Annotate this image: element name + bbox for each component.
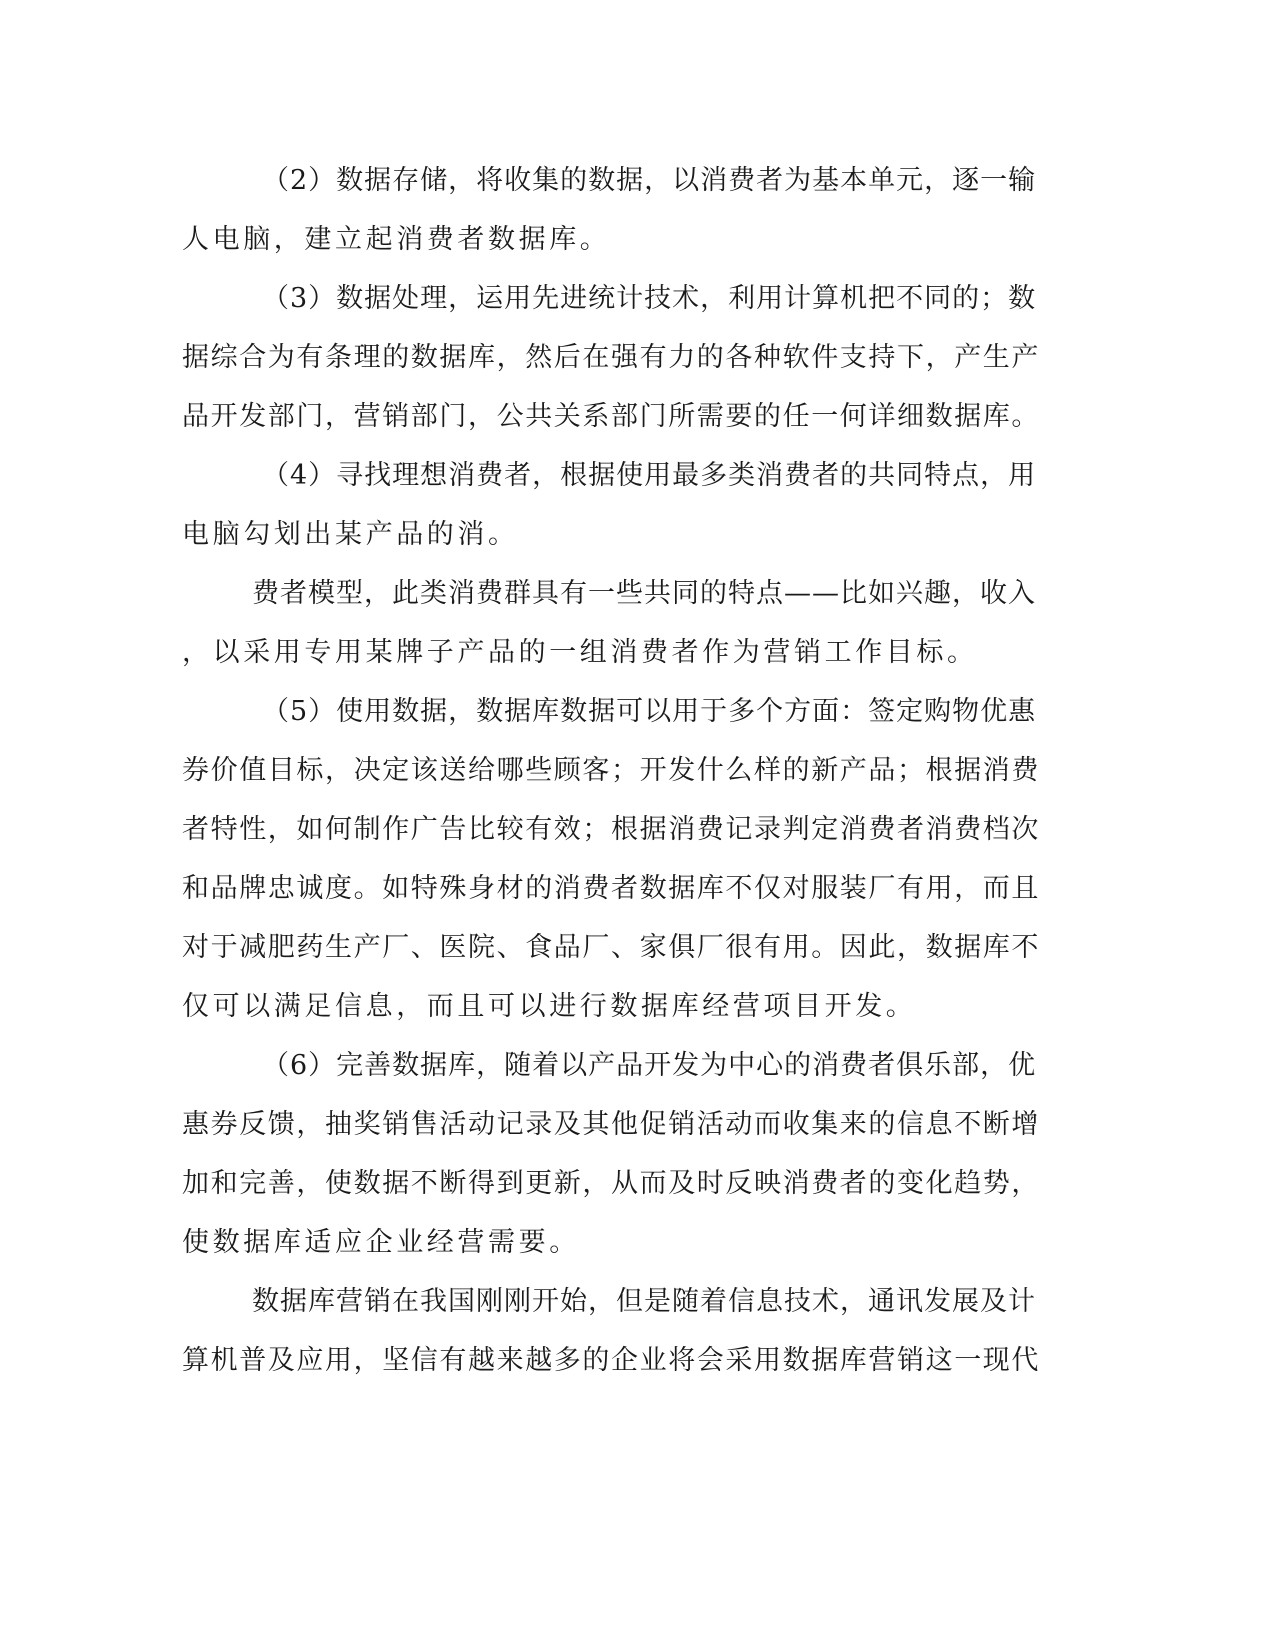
text-line: 人电脑，建立起消费者数据库。 xyxy=(182,224,611,255)
text-line: （5）使用数据，数据库数据可以用于多个方面：签定购物优惠 xyxy=(262,696,1037,727)
text-line: 仅可以满足信息，而且可以进行数据库经营项目开发。 xyxy=(182,991,917,1022)
text-line: 者特性，如何制作广告比较有效；根据消费记录判定消费者消费档次 xyxy=(182,814,1040,845)
text-line: 据综合为有条理的数据库，然后在强有力的各种软件支持下，产生产 xyxy=(182,342,1040,373)
text-line: 费者模型，此类消费群具有一些共同的特点——比如兴趣，收入 xyxy=(252,578,1036,609)
text-line: 和品牌忠诚度。如特殊身材的消费者数据库不仅对服装厂有用，而且 xyxy=(182,873,1040,904)
text-line: 算机普及应用，坚信有越来越多的企业将会采用数据库营销这一现代 xyxy=(182,1345,1040,1376)
text-line: （4）寻找理想消费者，根据使用最多类消费者的共同特点，用 xyxy=(262,460,1037,491)
text-line: 数据库营销在我国刚刚开始，但是随着信息技术，通讯发展及计 xyxy=(252,1286,1036,1317)
text-line: 品开发部门，营销部门，公共关系部门所需要的任一何详细数据库。 xyxy=(182,401,1040,432)
text-line: 使数据库适应企业经营需要。 xyxy=(182,1227,580,1258)
text-line: 对于减肥药生产厂、医院、食品厂、家俱厂很有用。因此，数据库不 xyxy=(182,932,1040,963)
text-line: ，以采用专用某牌子产品的一组消费者作为营销工作目标。 xyxy=(182,637,978,668)
text-line: 惠券反馈，抽奖销售活动记录及其他促销活动而收集来的信息不断增 xyxy=(182,1109,1040,1140)
text-line: （2）数据存储，将收集的数据，以消费者为基本单元，逐一输 xyxy=(262,165,1037,196)
text-line: 券价值目标，决定该送给哪些顾客；开发什么样的新产品；根据消费 xyxy=(182,755,1040,786)
text-line: 电脑勾划出某产品的消。 xyxy=(182,519,519,550)
text-line: （6）完善数据库，随着以产品开发为中心的消费者俱乐部，优 xyxy=(262,1050,1037,1081)
text-line: （3）数据处理，运用先进统计技术，利用计算机把不同的；数 xyxy=(262,283,1037,314)
text-line: 加和完善，使数据不断得到更新，从而及时反映消费者的变化趋势， xyxy=(182,1168,1040,1199)
